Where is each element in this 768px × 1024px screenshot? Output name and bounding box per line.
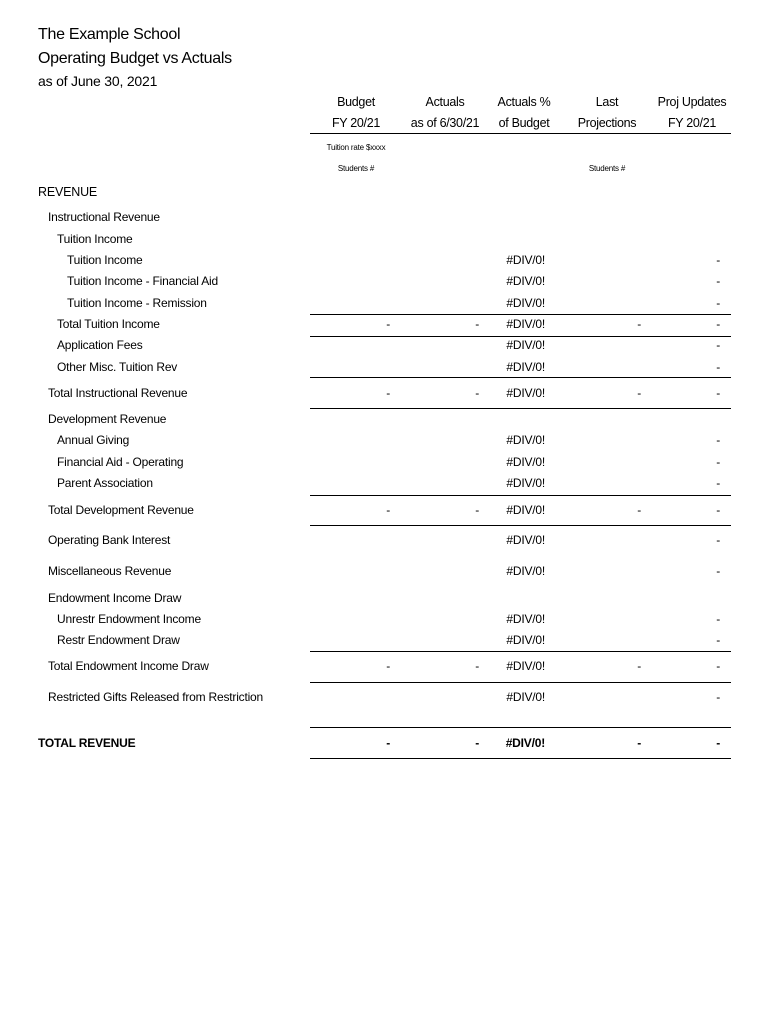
students-projections-note: Students # — [588, 164, 626, 173]
row-cell-col-3: #DIV/0! — [506, 659, 545, 673]
table-row — [0, 690, 768, 708]
row-cell-col-2: - — [475, 736, 479, 750]
row-label: Tuition Income - Remission — [67, 296, 207, 310]
row-cell-col-2: - — [475, 503, 479, 517]
row-cell-col-1: - — [386, 386, 390, 400]
row-cell-col-5: - — [716, 433, 720, 447]
row-cell-col-4: - — [637, 503, 641, 517]
row-label: Development Revenue — [48, 412, 167, 426]
row-cell-col-5: - — [716, 633, 720, 647]
students-budget-note: Students # — [337, 164, 375, 173]
column-header-4-1: Last — [595, 95, 619, 109]
row-cell-col-5: - — [716, 317, 720, 331]
row-label: Total Instructional Revenue — [48, 386, 188, 400]
row-cell-col-1: - — [386, 503, 390, 517]
table-row — [0, 433, 768, 451]
row-label: Operating Bank Interest — [48, 533, 171, 547]
column-header-3-2: of Budget — [498, 116, 550, 130]
row-cell-col-3: #DIV/0! — [506, 274, 545, 288]
row-cell-col-3: #DIV/0! — [506, 633, 545, 647]
table-rule — [310, 758, 731, 759]
column-header-5-1: Proj Updates — [657, 95, 727, 109]
column-header-5-2: FY 20/21 — [667, 116, 717, 130]
row-cell-col-5: - — [716, 253, 720, 267]
row-cell-col-5: - — [716, 533, 720, 547]
row-cell-col-3: #DIV/0! — [506, 386, 545, 400]
row-cell-col-5: - — [716, 296, 720, 310]
row-cell-col-5: - — [716, 455, 720, 469]
row-label: Total Tuition Income — [57, 317, 160, 331]
row-cell-col-5: - — [716, 690, 720, 704]
table-rule — [310, 408, 731, 409]
row-label: Annual Giving — [57, 433, 130, 447]
row-cell-col-3: #DIV/0! — [506, 296, 545, 310]
row-label: Miscellaneous Revenue — [48, 564, 172, 578]
row-label: Restricted Gifts Released from Restriction — [48, 690, 264, 704]
row-label: Tuition Income — [57, 232, 133, 246]
row-cell-col-4: - — [637, 659, 641, 673]
column-header-2-2: as of 6/30/21 — [410, 116, 480, 130]
row-cell-col-5: - — [716, 503, 720, 517]
table-row — [0, 564, 768, 582]
row-label: Other Misc. Tuition Rev — [57, 360, 178, 374]
column-header-3-1: Actuals % — [497, 95, 551, 109]
table-row — [0, 274, 768, 292]
row-cell-col-3: #DIV/0! — [506, 476, 545, 490]
row-cell-col-3: #DIV/0! — [506, 338, 545, 352]
table-rule — [310, 377, 731, 378]
header-rule — [310, 133, 731, 134]
row-cell-col-3: #DIV/0! — [506, 503, 545, 517]
row-cell-col-5: - — [716, 338, 720, 352]
table-row — [0, 633, 768, 651]
row-label: Endowment Income Draw — [48, 591, 182, 605]
table-row — [0, 338, 768, 356]
row-label: Application Fees — [57, 338, 143, 352]
row-cell-col-3: #DIV/0! — [506, 690, 545, 704]
table-row — [0, 210, 768, 228]
table-row — [0, 185, 768, 203]
row-cell-col-1: - — [386, 736, 390, 750]
table-row — [0, 736, 768, 754]
column-header-4-2: Projections — [577, 116, 637, 130]
column-header-1-2: FY 20/21 — [331, 116, 381, 130]
table-rule — [310, 651, 731, 652]
row-cell-col-2: - — [475, 659, 479, 673]
row-label: Tuition Income — [67, 253, 143, 267]
row-cell-col-3: #DIV/0! — [506, 433, 545, 447]
row-cell-col-3: #DIV/0! — [506, 612, 545, 626]
table-row — [0, 533, 768, 551]
table-row — [0, 412, 768, 430]
table-row — [0, 612, 768, 630]
row-cell-col-4: - — [637, 736, 641, 750]
school-name: The Example School — [38, 26, 181, 43]
table-row — [0, 360, 768, 378]
row-label: Total Development Revenue — [48, 503, 194, 517]
tuition-rate-note: Tuition rate $xxxx — [326, 143, 386, 152]
row-cell-col-1: - — [386, 317, 390, 331]
row-label: Unrestr Endowment Income — [57, 612, 201, 626]
column-header-1-1: Budget — [337, 95, 375, 109]
row-label: REVENUE — [38, 185, 98, 199]
row-cell-col-5: - — [716, 274, 720, 288]
table-row — [0, 659, 768, 677]
table-row — [0, 317, 768, 335]
row-cell-col-4: - — [637, 386, 641, 400]
row-label: Total Endowment Income Draw — [48, 659, 209, 673]
table-rule — [310, 727, 731, 728]
row-cell-col-5: - — [716, 476, 720, 490]
row-cell-col-3: #DIV/0! — [506, 564, 545, 578]
row-cell-col-5: - — [716, 612, 720, 626]
table-row — [0, 232, 768, 250]
table-rule — [310, 314, 731, 315]
row-cell-col-3: #DIV/0! — [506, 533, 545, 547]
row-label: Parent Association — [57, 476, 153, 490]
row-cell-col-3: #DIV/0! — [506, 455, 545, 469]
row-cell-col-3: #DIV/0! — [506, 360, 545, 374]
table-row — [0, 503, 768, 521]
row-cell-col-5: - — [716, 564, 720, 578]
table-rule — [310, 525, 731, 526]
report-title: Operating Budget vs Actuals — [38, 50, 232, 67]
table-rule — [310, 682, 731, 683]
table-row — [0, 386, 768, 404]
row-label: Restr Endowment Draw — [57, 633, 180, 647]
row-cell-col-2: - — [475, 317, 479, 331]
report-date: as of June 30, 2021 — [38, 73, 158, 89]
table-row — [0, 591, 768, 609]
row-cell-col-5: - — [716, 360, 720, 374]
row-cell-col-2: - — [475, 386, 479, 400]
row-cell-col-3: #DIV/0! — [505, 736, 545, 750]
row-cell-col-3: #DIV/0! — [506, 253, 545, 267]
row-label: TOTAL REVENUE — [38, 736, 136, 750]
table-row — [0, 296, 768, 314]
table-row — [0, 455, 768, 473]
table-row — [0, 253, 768, 271]
row-cell-col-1: - — [386, 659, 390, 673]
row-cell-col-4: - — [637, 317, 641, 331]
table-row — [0, 476, 768, 494]
row-label: Financial Aid - Operating — [57, 455, 184, 469]
column-header-2-1: Actuals — [425, 95, 465, 109]
row-label: Instructional Revenue — [48, 210, 160, 224]
row-cell-col-5: - — [716, 386, 720, 400]
row-cell-col-3: #DIV/0! — [506, 317, 545, 331]
table-rule — [310, 336, 731, 337]
row-cell-col-5: - — [716, 736, 720, 750]
row-label: Tuition Income - Financial Aid — [67, 274, 218, 288]
row-cell-col-5: - — [716, 659, 720, 673]
table-rule — [310, 495, 731, 496]
